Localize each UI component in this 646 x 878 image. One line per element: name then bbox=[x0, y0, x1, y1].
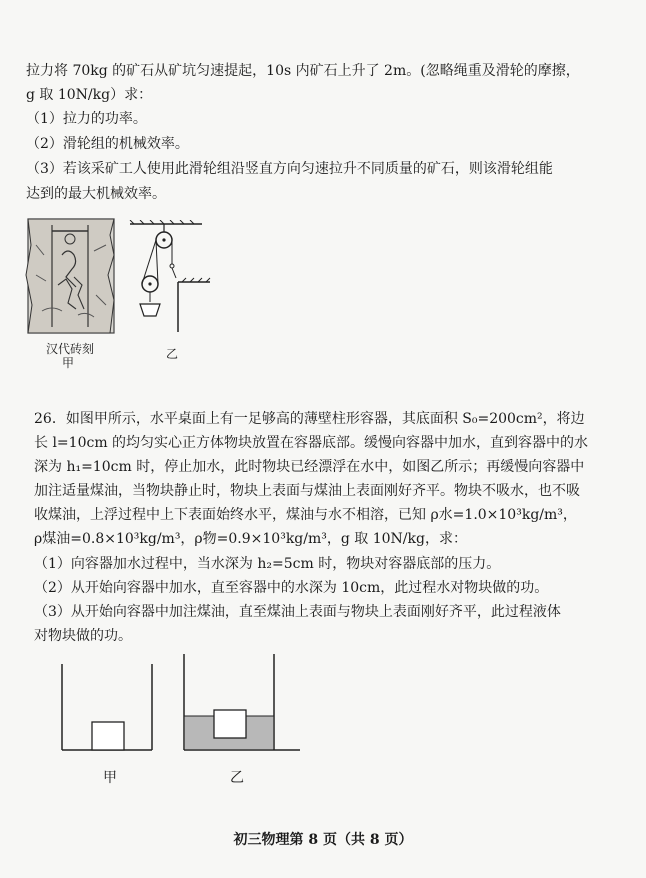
cube-block-yi bbox=[214, 710, 246, 738]
q26-sub2: （2）从开始向容器中加水，直至容器中的水深为 10cm，此过程水对物块做的功。 bbox=[34, 580, 549, 596]
container-yi bbox=[184, 654, 300, 750]
q25-sub3-line1: （3）若该采矿工人使用此滑轮组沿竖直方向匀速拉升不同质量的矿石，则该滑轮组能 bbox=[26, 161, 553, 177]
q26-line1: 26．如图甲所示，水平桌面上有一足够高的薄壁柱形容器，其底面积 S₀=200cm²，将边 bbox=[34, 411, 585, 427]
fig26-yi-caption: 乙 bbox=[230, 770, 244, 786]
q26-line6: ρ煤油=0.8×10³kg/m³，ρ物=0.9×10³kg/m³，g 取 10N/kg，求： bbox=[34, 531, 467, 547]
q26-line3: 深为 h₁=10cm 时，停止加水，此时物块已经漂浮在水中，如图乙所示；再缓慢向容器中 bbox=[34, 459, 585, 475]
fig26-jia-caption: 甲 bbox=[103, 770, 117, 786]
q26-sub1: （1）向容器加水过程中，当水深为 h₂=5cm 时，物块对容器底部的压力。 bbox=[34, 556, 501, 572]
container-jia bbox=[62, 664, 152, 750]
q26-line4: 加注适量煤油，当物块静止时，物块上表面与煤油上表面刚好齐平。物块不吸水，也不吸 bbox=[34, 483, 580, 499]
q25-sub1: （1）拉力的功率。 bbox=[26, 111, 147, 127]
q26-sub3-line2: 对物块做的功。 bbox=[34, 628, 132, 644]
han-brick-carving-figure bbox=[22, 215, 122, 340]
fig-yi-caption: 乙 bbox=[166, 347, 179, 361]
cube-block-jia bbox=[92, 722, 124, 750]
q25-sub2: （2）滑轮组的机械效率。 bbox=[26, 136, 189, 152]
q26-line5: 收煤油，上浮过程中上下表面始终水平，煤油与水不相溶，已知 ρ水=1.0×10³kg/m³， bbox=[34, 507, 577, 523]
page-footer: 初三物理第 8 页（共 8 页） bbox=[233, 832, 413, 848]
q25-sub3-line2: 达到的最大机械效率。 bbox=[26, 186, 166, 202]
q26-sub3-line1: （3）从开始向容器中加注煤油，直至煤油上表面与物块上表面刚好齐平，此过程液体 bbox=[34, 604, 561, 620]
fig-jia-caption-top: 汉代砖刻 bbox=[46, 342, 95, 356]
q25-intro-line1: 拉力将 70kg 的矿石从矿坑匀速提起，10s 内矿石上升了 2m。(忽略绳重及滑轮的摩擦， bbox=[26, 63, 580, 79]
q25-intro-line2: g 取 10N/kg）求： bbox=[26, 87, 153, 103]
fig-jia-caption: 甲 bbox=[62, 356, 75, 370]
container-figures bbox=[56, 650, 306, 755]
q26-line2: 长 l=10cm 的均匀实心正方体物块放置在容器底部。缓慢向容器中加水，直到容器中的水 bbox=[34, 435, 589, 451]
pulley-system-figure bbox=[126, 220, 216, 335]
